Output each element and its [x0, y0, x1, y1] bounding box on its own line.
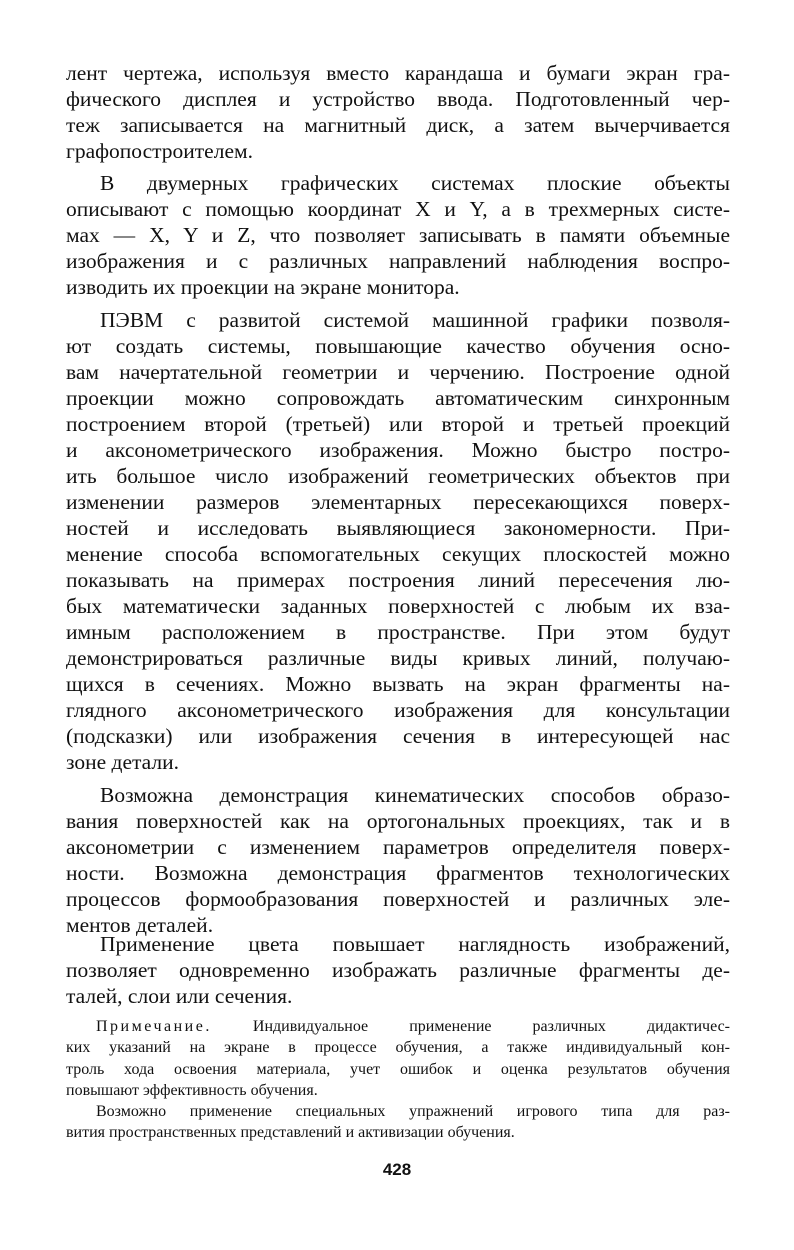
text-line: мах — X, Y и Z, что позволяет записывать в памяти объемные	[66, 223, 730, 247]
text-line: ПЭВМ с развитой системой машинной графики позволя-	[100, 308, 730, 332]
text-line: вам начертательной геометрии и черчению. Построение одной	[66, 360, 730, 384]
text-line: позволяет одновременно изображать различные фрагменты де-	[66, 958, 730, 982]
text-line: построением второй (третьей) или второй и третьей проекций	[66, 412, 730, 436]
text-line: описывают с помощью координат X и Y, а в трехмерных систе-	[66, 197, 730, 221]
text-line: талей, слои или сечения.	[66, 984, 293, 1008]
text-line: повышают эффективность обучения.	[66, 1081, 318, 1099]
text-line: Возможно применение специальных упражнений игрового типа для раз-	[96, 1103, 730, 1121]
text-line: процессов формообразования поверхностей и различных эле-	[66, 887, 730, 911]
text-line: изменении размеров элементарных пересекающихся поверх-	[66, 490, 730, 514]
text-line: щихся в сечениях. Можно вызвать на экран фрагменты на-	[66, 672, 730, 696]
text-line: менение способа вспомогательных секущих плоскостей можно	[66, 542, 730, 566]
paragraph-4	[66, 782, 730, 938]
text-line: вания поверхностей как на ортогональных проекциях, так и в	[66, 809, 730, 833]
text-line: ностей и исследовать выявляющиеся закономерности. При-	[66, 516, 730, 540]
text-line: ют создать системы, повышающие качество обучения осно-	[66, 334, 730, 358]
text-line: изображения и с различных направлений наблюдения воспро-	[66, 249, 730, 273]
text-line: троль хода освоения материала, учет ошибок и оценка результатов обучения	[66, 1060, 730, 1078]
text-line: ности. Возможна демонстрация фрагментов технологических	[66, 861, 730, 885]
text-line: имным расположением в пространстве. При этом будут	[66, 620, 730, 644]
page-number: 428	[382, 1160, 412, 1179]
text-line: ить большое число изображений геометрических объектов при	[66, 464, 730, 488]
text-line: Возможна демонстрация кинематических способов образо-	[100, 783, 730, 807]
paragraph-5	[66, 931, 730, 1009]
paragraph-2	[66, 170, 730, 300]
text-line: фического дисплея и устройство ввода. Подготовленный чер-	[66, 87, 730, 111]
text-line: и аксонометрического изображения. Можно быстро постро-	[66, 438, 730, 462]
text-line: вития пространственных представлений и активизации обучения.	[66, 1124, 515, 1142]
text-line: аксонометрии с изменением параметров определителя поверх-	[66, 835, 730, 859]
text-line: зоне детали.	[66, 750, 180, 774]
text-line: демонстрироваться различные виды кривых линий, получаю-	[66, 646, 730, 670]
text-line: глядного аксонометрического изображения для консультации	[66, 698, 730, 722]
text-line: проекции можно сопровождать автоматическим синхронным	[66, 386, 730, 410]
text-line: бых математически заданных поверхностей с любым их вза-	[66, 594, 730, 618]
text-line: ментов деталей.	[66, 913, 214, 937]
note-label: Примечание.	[96, 1018, 212, 1035]
text-line: лент чертежа, используя вместо карандаша и бумаги экран гра-	[66, 61, 730, 85]
text-line: теж записывается на магнитный диск, а затем вычерчивается	[66, 113, 730, 137]
text-line: (подсказки) или изображения сечения в интересующей нас	[66, 724, 730, 748]
text-line: Применение цвета повышает наглядность изображений,	[100, 932, 730, 956]
text-line: изводить их проекции на экране монитора.	[66, 275, 460, 299]
text-line: графопостроителем.	[66, 139, 253, 163]
text-line: ких указаний на экране в процессе обучения, а также индивидуальный кон-	[66, 1039, 730, 1057]
note-text: Индивидуальное применение различных дидактичес-	[211, 1018, 730, 1035]
paragraph-3	[66, 307, 730, 775]
text-line: В двумерных графических системах плоские объекты	[100, 171, 730, 195]
text-line	[66, 1016, 730, 1037]
paragraph-1	[66, 60, 730, 164]
note-block	[66, 1016, 730, 1144]
text-line: показывать на примерах построения линий пересечения лю-	[66, 568, 730, 592]
